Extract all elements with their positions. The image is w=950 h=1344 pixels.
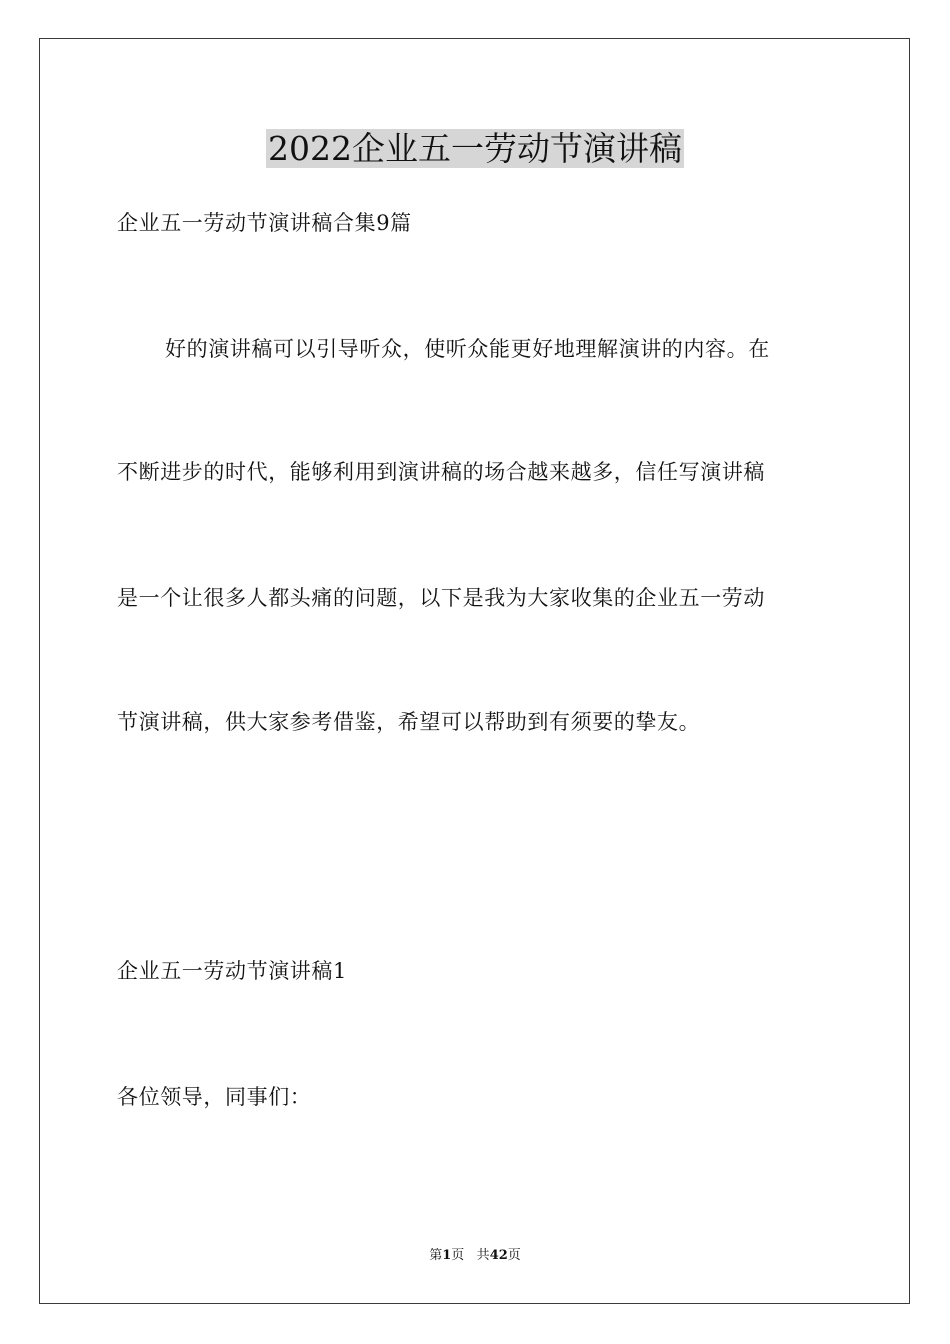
- document-subtitle: 企业五一劳动节演讲稿合集9篇: [117, 211, 412, 235]
- footer-page-prefix: 第: [429, 1248, 443, 1263]
- document-title: [0, 126, 950, 172]
- document-title-text: 2022企业五一劳动节演讲稿: [268, 129, 682, 168]
- paragraph-line-1: 好的演讲稿可以引导听众，使听众能更好地理解演讲的内容。在: [165, 337, 770, 361]
- footer-page-suffix: 页: [451, 1248, 465, 1263]
- footer-total-pages: 42: [489, 1248, 508, 1263]
- footer-page-number: 1: [442, 1248, 452, 1263]
- paragraph-line-4: 节演讲稿，供大家参考借鉴，希望可以帮助到有须要的挚友。: [117, 710, 701, 734]
- footer-total-prefix: 共: [476, 1248, 490, 1263]
- footer-total-suffix: 页: [507, 1248, 521, 1263]
- paragraph-line-2: 不断进步的时代，能够利用到演讲稿的场合越来越多，信任写演讲稿: [117, 460, 765, 484]
- paragraph-line-3: 是一个让很多人都头痛的问题，以下是我为大家收集的企业五一劳动: [117, 586, 765, 610]
- greeting: 各位领导，同事们：: [117, 1085, 312, 1109]
- section-heading: 企业五一劳动节演讲稿1: [117, 959, 347, 983]
- page-footer: [0, 1247, 950, 1265]
